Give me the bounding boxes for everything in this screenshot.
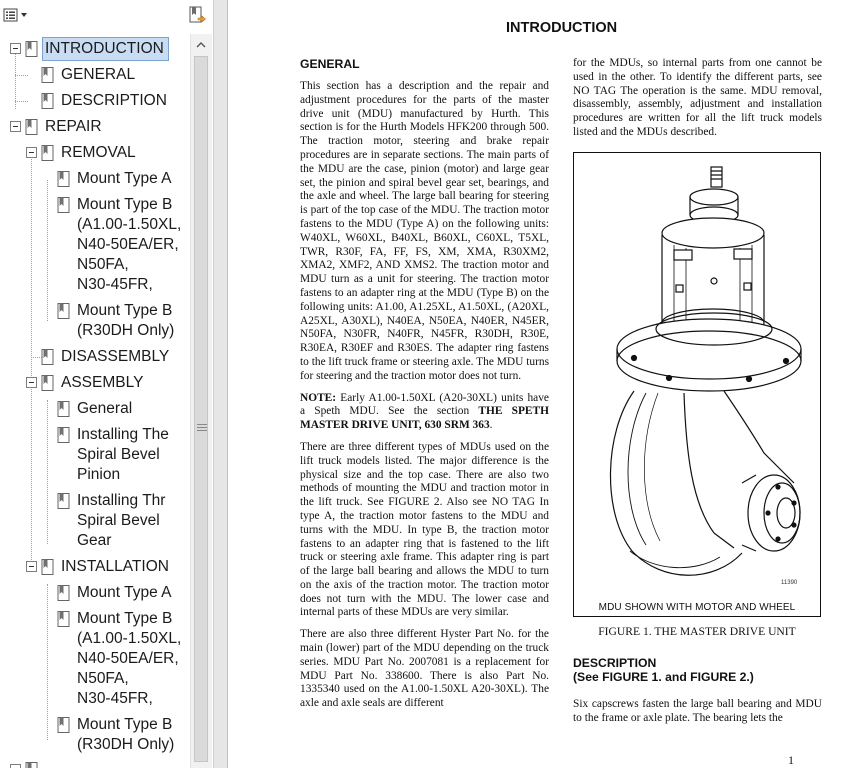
- note-paragraph: [300, 392, 549, 433]
- right-paragraph-1: for the MDUs, so internal parts from one cannot be used in the other. To identify the different parts, see NO TAG The operation is the same. MDU removal, disassembly, assembly, adjustment and installation procedures are written for all the lift truck models listed and the MDUs described.: [573, 57, 822, 138]
- bookmark-label: Mount Type A: [77, 584, 172, 601]
- bookmark-label: Mount Type B (R30DH Only): [77, 716, 175, 753]
- page-title: INTRODUCTION: [506, 20, 618, 36]
- bookmark-label: ASSEMBLY: [61, 374, 144, 391]
- bookmark-icon: [57, 611, 71, 628]
- bookmark-label: Mount Type B (A1.00-1.50XL, N40-50EA/ER, N50FA, N30-45FR,: [77, 610, 182, 707]
- scroll-up-button[interactable]: [193, 36, 209, 52]
- bookmark-icon: [41, 559, 55, 576]
- general-paragraph-1: This section has a description and the repair and adjustment procedures for the parts of the master drive unit (MDU) manufactured by Hurth. This section is for the Hurth Models HFK200 through 500. The traction motor, steering and brake repair procedures are in separate sections. The main parts of the MDU are the case, pinion (motor) and large gear set, the pinion and spiral bevel gear set, bearings, and the axle and wheel. The large ball bearing for steering is part of the top case of the MDU. The traction motor fastens to the MDU (Type A) on the following units: W40XL, W60XL, B40XL, B60XL, C60XL, T5XL, TWR, R30F, FA, FF, FS, XM, XMA, R30XM2, XMA2, XMF2, AND XMS2. The traction motor and MDU turn as a unit for steering. The traction motor fastens to an adapter ring at the MDU (Type B) on the following units: A1.00, A1.25XL, A1.50XL, (A20XL, A25XL, A30XL), N40EA, N50EA, N40ER, N45ER, N50FA, N30FR, N40FR, N45FR, R30DH, R30E, R30EA, R30EF and R30ES. The adapter ring fastens to the lift truck frame or steering axle. The MDU turns for steering and the traction motor does not turn.: [300, 80, 549, 382]
- section-heading-general: GENERAL: [300, 57, 360, 71]
- bookmark-icon: [57, 197, 71, 214]
- grip-icon: [197, 422, 207, 433]
- bookmark-label: GENERAL: [61, 66, 136, 83]
- bookmark-icon: [41, 375, 55, 392]
- bookmark-icon: [25, 119, 39, 136]
- bookmark-icon: [57, 585, 71, 602]
- general-paragraph-3: There are also three different Hyster Part No. for the main (lower) part of the MDU depending on the truck series. MDU Part No. 2007081 is a replacement for MDU Part No. 338600. There is also Part No. 1335340 used on the A1.00-1.50XL A20-30XL). The axle and axle seals are different: [300, 628, 549, 710]
- bookmark-label: Mount Type B (A1.00-1.50XL, N40-50EA/ER, N50FA, N30-45FR,: [77, 196, 182, 293]
- bookmark-label: Installing Thr Spiral Bevel Gear: [77, 492, 166, 549]
- collapse-toggle[interactable]: [10, 764, 21, 768]
- bookmark-icon: [41, 93, 55, 110]
- document-page: [228, 0, 850, 768]
- note-reference: THE SPETH MASTER DRIVE UNIT, 630 SRM 363: [300, 405, 549, 432]
- description-paragraph-1: Six capscrews fasten the large ball bearing and MDU to the frame or axle plate. The bearing lets the: [573, 698, 822, 724]
- chevron-up-icon: [196, 35, 206, 53]
- figure-caption: FIGURE 1. THE MASTER DRIVE UNIT: [598, 625, 796, 638]
- note-end: .: [489, 419, 493, 432]
- figure-1: [573, 152, 821, 617]
- description-heading-line-1: DESCRIPTION: [573, 656, 657, 670]
- bookmark-icon: [41, 349, 55, 366]
- bookmark-label: Installing The Spiral Bevel Pinion: [77, 426, 169, 483]
- note-label: NOTE:: [300, 391, 337, 404]
- bookmark-tree: [0, 34, 190, 768]
- bookmark-label: DESCRIPTION: [61, 92, 167, 109]
- general-paragraph-2: There are three different types of MDUs used on the lift truck models listed. The major difference is the physical size and the top case. There are also two methods of mounting the MDU and traction motor in the lift truck. See FIGURE 2. Also see NO TAG In type A, the traction motor fastens to the MDU and turns with the MDU. In type B, the traction motor fastens to an adapter ring that is fastened to the lift truck or steering axle frame. This adapter ring is part of the large ball bearing and allows the MDU to turn on the axis of the traction motor. The traction motor does not turn with the MDU. The lower case and internal parts of these MDUs are very similar.: [300, 440, 549, 619]
- collapse-toggle[interactable]: [26, 377, 37, 388]
- scrollbar-thumb[interactable]: [194, 56, 208, 762]
- note-text: Early A1.00-1.50XL (A20-30XL) units have a Speth MDU. See the section: [300, 391, 549, 418]
- master-drive-unit-illustration: [574, 153, 819, 593]
- description-heading-line-2: (See FIGURE 1. and FIGURE 2.): [573, 670, 754, 684]
- bookmark-icon: [41, 145, 55, 162]
- collapse-toggle[interactable]: [10, 121, 21, 132]
- bookmark-options-icon: [3, 8, 29, 27]
- bookmark-label: DISASSEMBLY: [61, 348, 170, 365]
- bookmark-icon: [57, 717, 71, 734]
- page-number: 1: [788, 753, 794, 767]
- bookmark-icon: [57, 493, 71, 510]
- bookmark-icon: [57, 401, 71, 418]
- figure-reference-number: 11390: [781, 580, 798, 586]
- new-bookmark-icon: [188, 6, 206, 29]
- bookmarks-panel: [0, 0, 214, 768]
- bookmark-label: REMOVAL: [61, 144, 136, 161]
- bookmark-icon: [41, 67, 55, 84]
- bookmarks-toolbar: [0, 0, 213, 34]
- figure-inner-caption: MDU SHOWN WITH MOTOR AND WHEEL: [598, 602, 796, 613]
- bookmark-label: Mount Type B (R30DH Only): [77, 302, 175, 339]
- bookmark-label: REPAIR: [45, 118, 102, 135]
- bookmark-options-button[interactable]: [3, 8, 29, 26]
- bookmark-label: INSTALLATION: [61, 558, 169, 575]
- right-column: [573, 57, 822, 148]
- bookmark-icon: [57, 303, 71, 320]
- bookmark-icon: [57, 427, 71, 444]
- bookmark-icon: [25, 41, 39, 58]
- left-column: [300, 57, 549, 719]
- bookmark-label: Mount Type A: [77, 170, 172, 187]
- panel-splitter[interactable]: [214, 0, 228, 768]
- bookmarks-scrollbar[interactable]: [190, 34, 212, 768]
- bookmark-icon: [25, 762, 39, 768]
- section-heading-description: [573, 656, 822, 684]
- collapse-toggle[interactable]: [10, 43, 21, 54]
- collapse-toggle[interactable]: [26, 147, 37, 158]
- bookmark-icon: [57, 171, 71, 188]
- new-bookmark-button[interactable]: [186, 8, 208, 26]
- collapse-toggle[interactable]: [26, 561, 37, 572]
- description-section: [573, 656, 822, 734]
- bookmark-label: INTRODUCTION: [43, 38, 168, 60]
- bookmark-label: General: [77, 400, 133, 417]
